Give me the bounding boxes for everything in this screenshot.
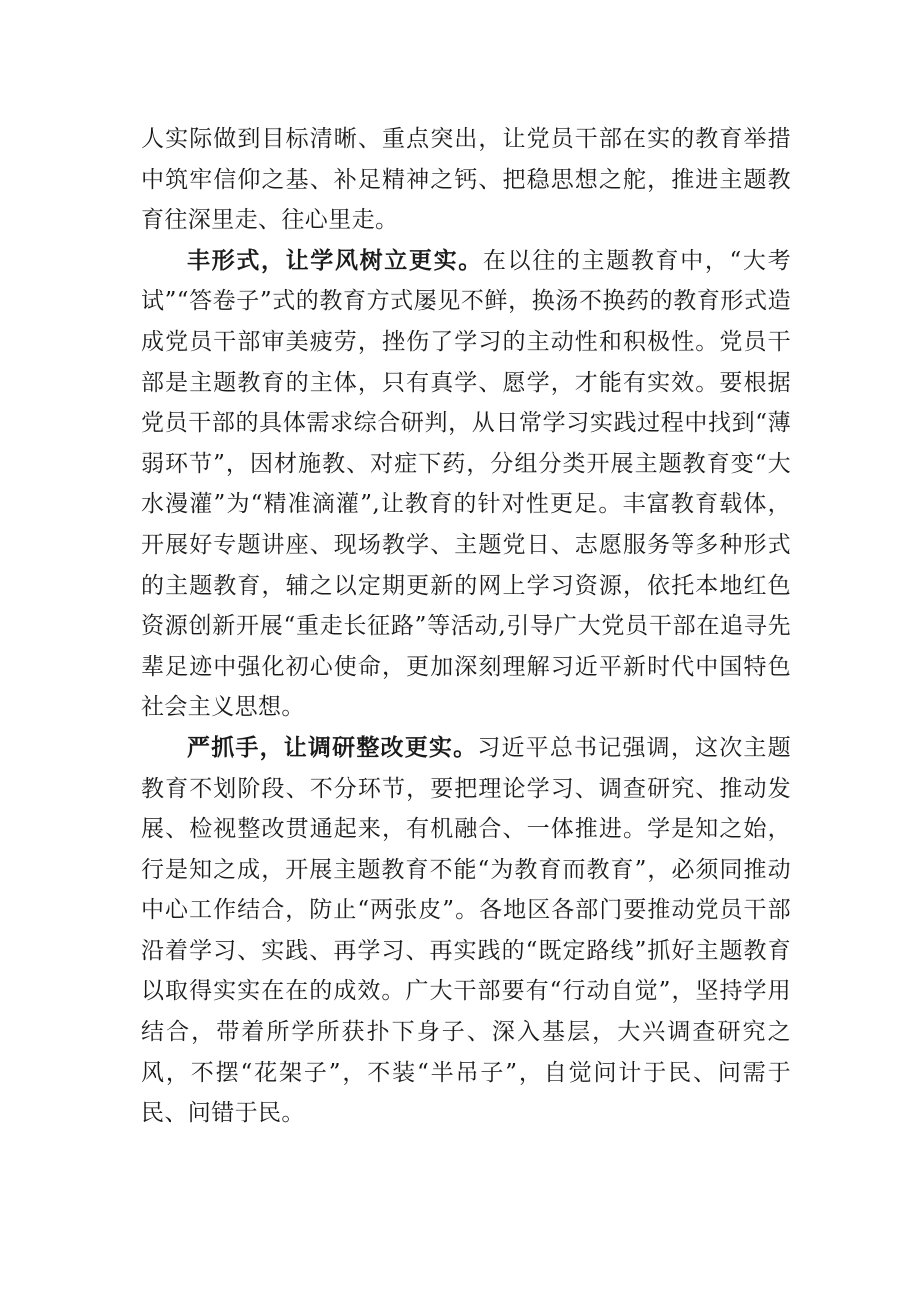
paragraph-lead-heading: 严抓手，让调研整改更实。	[187, 734, 478, 761]
paragraph-text: 在以往的主题教育中，“大考试”“答卷子”式的教育方式屡见不鲜，换汤不换药的教育形式造成党员干部审美疲劳，挫伤了学习的主动性和积极性。党员干部是主题教育的主体，只有真学、愿学，才能有实效。要根据党员干部的具体需求综合研判，从日常学习实践过程中找到“薄弱环节”，因材施教、对症下药，分组分类开展主题教育变“大水漫灌”为“精准滴灌”,让教育的针对性更足。丰富教育载体，开展好专题讲座、现场教学、主题党日、志愿服务等多种形式的主题教育，辅之以定期更新的网上学习资源，依托本地红色资源创新开展“重走长征路”等活动,引导广大党员干部在追寻先辈足迹中强化初心使命，更加深刻理解习近平新时代中国特色社会主义思想。	[141, 247, 791, 721]
paragraph-continuation	[141, 119, 791, 241]
paragraph-lead-heading: 丰形式，让学风树立更实。	[187, 247, 483, 274]
document-body	[141, 119, 791, 1134]
paragraph-text: 人实际做到目标清晰、重点突出，让党员干部在实的教育举措中筑牢信仰之基、补足精神之钙、把稳思想之舵，推进主题教育往深里走、往心里走。	[141, 126, 791, 234]
paragraph-text: 习近平总书记强调，这次主题教育不划阶段、不分环节，要把理论学习、调查研究、推动发展、检视整改贯通起来，有机融合、一体推进。学是知之始，行是知之成，开展主题教育不能“为教育而教育”，必须同推动中心工作结合，防止“两张皮”。各地区各部门要推动党员干部沿着学习、实践、再学习、再实践的“既定路线”抓好主题教育以取得实实在在的成效。广大干部要有“行动自觉”，坚持学用结合，带着所学所获扑下身子、深入基层，大兴调查研究之风，不摆“花架子”，不装“半吊子”，自觉问计于民、问需于民、问错于民。	[141, 734, 791, 1127]
paragraph-research-rectification	[141, 728, 791, 1134]
paragraph-style-of-study	[141, 241, 791, 728]
